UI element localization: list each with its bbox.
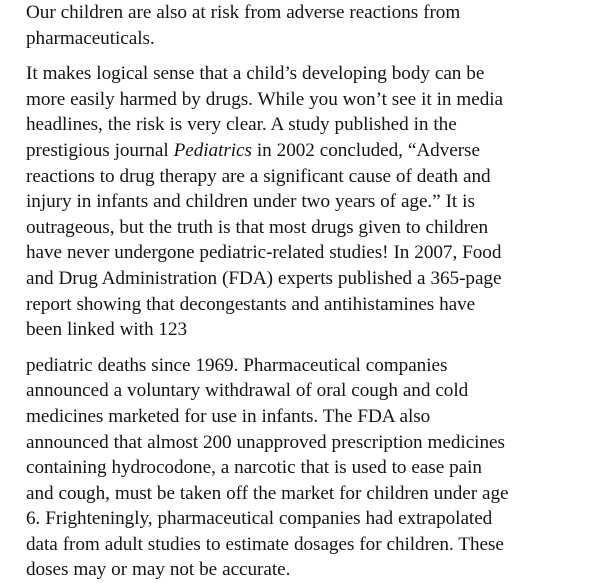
- paragraph-3-line-9: doses may or may not be accurate.: [26, 559, 291, 581]
- paragraph-2-line-6: injury in infants and children under two years of age.” It is: [26, 191, 475, 213]
- paragraph-2: [26, 61, 536, 343]
- paragraph-2-line-4: [26, 138, 536, 164]
- paragraph-1: [26, 0, 536, 51]
- paragraph-2-line-1: It makes logical sense that a child’s developing body can be: [26, 63, 485, 85]
- paragraph-2-line-10: report showing that decongestants and antihistamines have: [26, 293, 476, 315]
- paragraph-3-line-1: pediatric deaths since 1969. Pharmaceutical companies: [26, 354, 448, 376]
- paragraph-2-line-9: and Drug Administration (FDA) experts published a 365-page: [26, 267, 502, 289]
- paragraph-2-line-3: headlines, the risk is very clear. A study published in the: [26, 114, 457, 136]
- paragraph-3-line-8: data from adult studies to estimate dosages for children. These: [26, 533, 504, 555]
- paragraph-1-line-2: pharmaceuticals.: [26, 27, 155, 49]
- journal-title-pediatrics: Pediatrics: [173, 139, 252, 161]
- paragraph-3: [26, 353, 536, 583]
- paragraph-3-line-7: 6. Frighteningly, pharmaceutical companies had extrapolated: [26, 508, 493, 530]
- document-text-block: [26, 0, 536, 583]
- paragraph-3-line-2: announced a voluntary withdrawal of oral cough and cold: [26, 380, 469, 402]
- journal-prefix-text: prestigious journal: [26, 139, 174, 161]
- paragraph-3-line-5: containing hydrocodone, a narcotic that is used to ease pain: [26, 457, 482, 479]
- paragraph-2-line-2: more easily harmed by drugs. While you won’t see it in media: [26, 88, 504, 110]
- paragraph-2-line-11: been linked with 123: [26, 319, 188, 341]
- paragraph-1-line-1: Our children are also at risk from adverse reactions from: [26, 2, 461, 23]
- paragraph-3-line-3: medicines marketed for use in infants. The FDA also: [26, 405, 431, 427]
- paragraph-2-line-8: have never undergone pediatric-related studies! In 2007, Food: [26, 242, 502, 264]
- paragraph-3-line-6: and cough, must be taken off the market for children under age: [26, 482, 509, 504]
- journal-suffix-text: in 2002 concluded, “Adverse: [251, 139, 480, 161]
- paragraph-2-line-5: reactions to drug therapy are a significant cause of death and: [26, 165, 491, 187]
- paragraph-2-line-7: outrageous, but the truth is that most drugs given to children: [26, 216, 488, 238]
- paragraph-3-line-4: announced that almost 200 unapproved prescription medicines: [26, 431, 505, 453]
